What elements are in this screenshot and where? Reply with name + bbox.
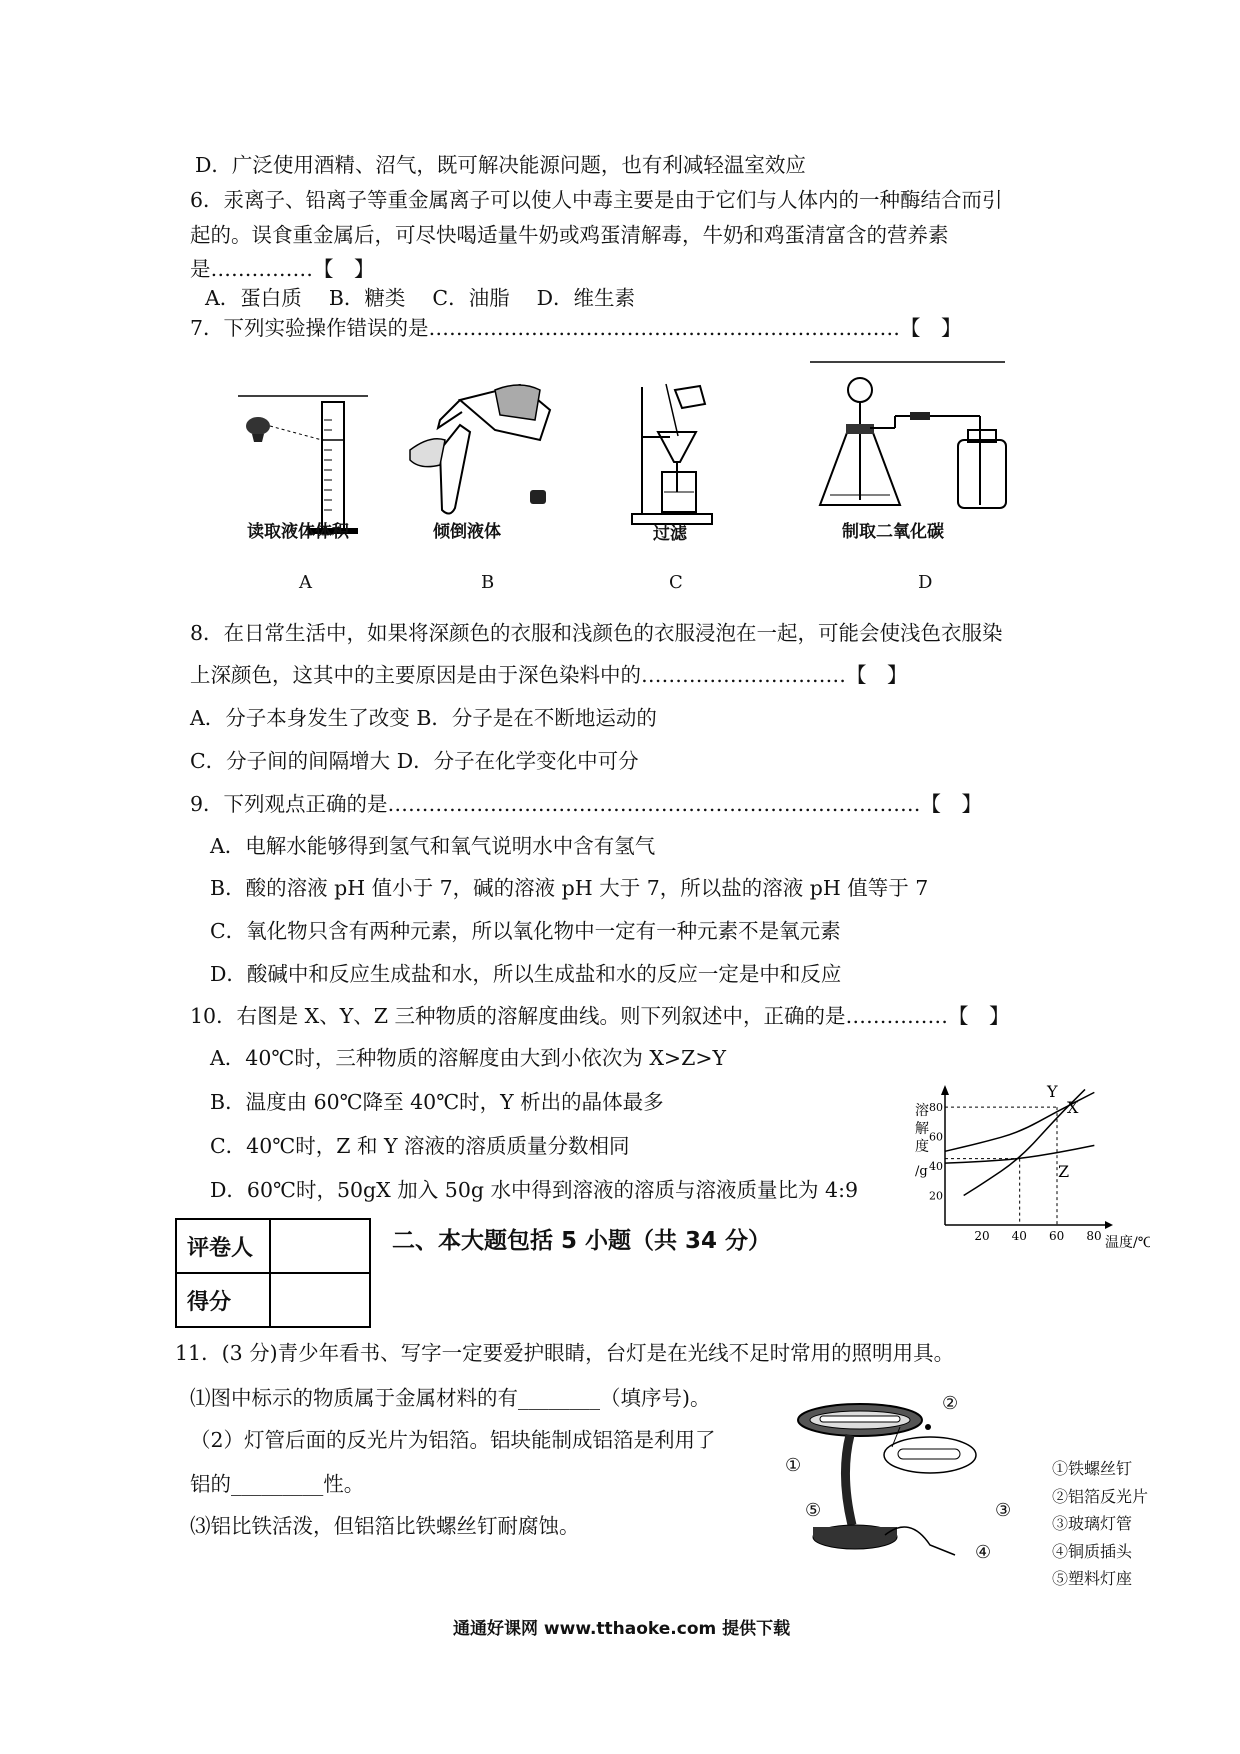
q9-option-c: C．氧化物只含有两种元素，所以氧化物中一定有一种元素不是氧元素 — [210, 919, 841, 943]
q9-option-b: B．酸的溶液 pH 值小于 7，碱的溶液 pH 大于 7，所以盐的溶液 pH 值等于 7 — [210, 876, 929, 900]
q10-option-c: C．40℃时，Z 和 Y 溶液的溶质质量分数相同 — [210, 1134, 630, 1158]
ylabel-char-4: /g — [915, 1164, 928, 1179]
figure-prepare-co2 — [810, 360, 1010, 520]
q10-option-b: B．温度由 60℃降至 40℃时，Y 析出的晶体最多 — [210, 1090, 664, 1114]
figure-filtration — [630, 382, 720, 527]
legend-item-plug: ④铜质插头 — [1052, 1541, 1133, 1561]
figure-pour-liquid — [400, 380, 560, 520]
figure-a-letter: A — [299, 572, 312, 593]
x-tick-label: 60 — [1049, 1229, 1065, 1243]
desk-lamp-figure — [780, 1395, 1050, 1560]
marker-dot-2 — [925, 1424, 931, 1430]
q11-part-2-line-2: 铝的_________性。 — [190, 1472, 365, 1496]
x-axis-arrow — [1105, 1221, 1113, 1229]
ylabel-char-3: 度 — [915, 1139, 929, 1155]
ylabel-char-2: 解 — [915, 1121, 929, 1137]
q10-option-a: A．40℃时，三种物质的溶解度由大到小依次为 X>Z>Y — [210, 1046, 727, 1070]
q6-options: A．蛋白质 B．糖类 C．油脂 D．维生素 — [205, 286, 636, 310]
section-title: 二、本大题包括 5 小题（共 34 分） — [392, 1228, 772, 1254]
q7-stem: 7．下列实验操作错误的是……………………………………………………………【 】 — [190, 316, 962, 340]
reviewer-cell[interactable] — [270, 1219, 370, 1273]
q10-option-d: D．60℃时，50gX 加入 50g 水中得到溶液的溶质与溶液质量比为 4:9 — [210, 1178, 859, 1202]
lamp-marker-4: ④ — [975, 1542, 992, 1563]
solubility-chart — [905, 1075, 1150, 1250]
x-tick-label: 20 — [974, 1229, 990, 1243]
score-label: 得分 — [176, 1273, 270, 1327]
q10-stem: 10．右图是 X、Y、Z 三种物质的溶解度曲线。则下列叙述中，正确的是……………【 】 — [190, 1004, 1010, 1028]
legend-item-reflector: ②铝箔反光片 — [1052, 1486, 1149, 1506]
q9-option-d: D．酸碱中和反应生成盐和水，所以生成盐和水的反应一定是中和反应 — [210, 962, 842, 986]
q6-line-1: 6．汞离子、铅离子等重金属离子可以使人中毒主要是由于它们与人体内的一种酶结合而引 — [190, 188, 1003, 212]
q11-part-2-line-1: （2）灯管后面的反光片为铝箔。铝块能制成铝箔是利用了 — [190, 1428, 716, 1452]
x-tick-label: 40 — [1011, 1229, 1027, 1243]
legend-item-tube: ③玻璃灯管 — [1052, 1514, 1133, 1533]
q8-options-cd: C．分子间的间隔增大 D．分子在化学变化中可分 — [190, 749, 639, 773]
q6-line-3: 是……………【 】 — [190, 257, 375, 281]
q8-options-ab: A．分子本身发生了改变 B．分子是在不断地运动的 — [190, 706, 657, 730]
footer-download-note: 通通好课网 www.tthaoke.com 提供下载 — [453, 1619, 791, 1639]
score-cell[interactable] — [270, 1273, 370, 1327]
figure-a-caption: 读取液体体积 — [247, 522, 349, 542]
reviewer-label: 评卷人 — [176, 1219, 270, 1273]
figure-c-caption: 过滤 — [653, 524, 687, 544]
x-axis-label: 温度/℃ — [1105, 1235, 1150, 1250]
figure-d-letter: D — [918, 572, 933, 593]
q11-part-3: ⑶铝比铁活泼，但铝箔比铁螺丝钉耐腐蚀。 — [190, 1514, 580, 1538]
q8-line-2: 上深颜色，这其中的主要原因是由于深色染料中的…………………………【 】 — [190, 663, 908, 687]
legend-item-screw: ①铁螺丝钉 — [1052, 1459, 1133, 1478]
y-tick-label: 60 — [929, 1130, 943, 1144]
lamp-marker-3: ③ — [995, 1500, 1012, 1521]
lamp-marker-5: ⑤ — [805, 1500, 822, 1521]
y-tick-label: 20 — [929, 1189, 943, 1203]
q6-line-2: 起的。误食重金属后，可尽快喝适量牛奶或鸡蛋清解毒，牛奶和鸡蛋清富含的营养素 — [190, 223, 949, 247]
x-tick-label: 80 — [1086, 1229, 1102, 1243]
y-tick-label: 80 — [929, 1101, 943, 1115]
q9-stem: 9．下列观点正确的是……………………………………………………………………【 】 — [190, 792, 983, 816]
q8-line-1: 8．在日常生活中，如果将深颜色的衣服和浅颜色的衣服浸泡在一起，可能会使浅色衣服染 — [190, 621, 1003, 645]
series-label-z: Z — [1058, 1162, 1070, 1181]
series-label-y: Y — [1047, 1082, 1058, 1101]
q11-stem: 11．(3 分)青少年看书、写字一定要爱护眼睛，台灯是在光线不足时常用的照明用具。 — [175, 1341, 955, 1365]
q11-part-1: ⑴图中标示的物质属于金属材料的有________（填序号)。 — [190, 1386, 711, 1410]
lamp-marker-2: ② — [942, 1393, 959, 1414]
series-label-x: X — [1067, 1098, 1079, 1117]
scoring-table — [175, 1218, 371, 1328]
ylabel-char-1: 溶 — [915, 1103, 929, 1119]
lamp-marker-1: ① — [785, 1455, 802, 1476]
lamp-legend — [1052, 1455, 1148, 1593]
y-tick-label: 40 — [929, 1160, 943, 1174]
figure-b-caption: 倾倒液体 — [433, 522, 501, 542]
figure-b-letter: B — [481, 572, 495, 593]
q5-option-d: D．广泛使用酒精、沼气，既可解决能源问题，也有利减轻温室效应 — [195, 153, 806, 177]
legend-item-base: ⑤塑料灯座 — [1052, 1569, 1133, 1588]
figure-d-caption: 制取二氧化碳 — [842, 522, 944, 542]
y-axis-arrow — [941, 1085, 949, 1095]
figure-c-letter: C — [669, 572, 683, 593]
q9-option-a: A．电解水能够得到氢气和氧气说明水中含有氢气 — [210, 834, 656, 858]
